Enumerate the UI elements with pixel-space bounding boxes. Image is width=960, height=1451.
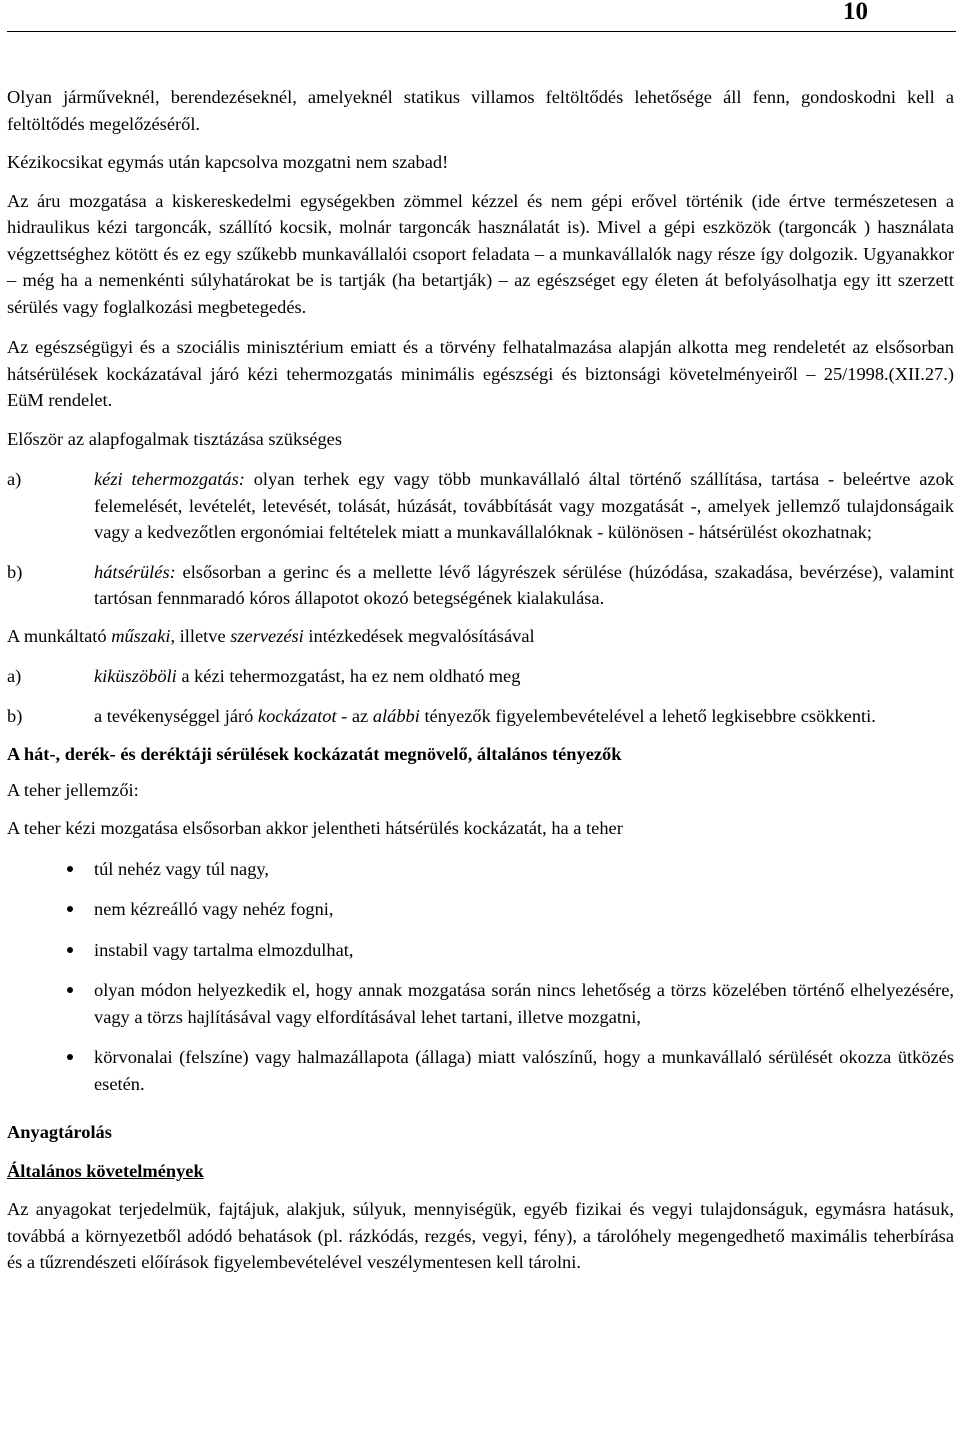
text-run-italic: alábbi (372, 705, 420, 726)
text-run-italic: szervezési (230, 625, 304, 646)
definition-term: kézi tehermozgatás: (94, 469, 245, 489)
paragraph-load-characteristics: A teher jellemzői: (7, 779, 139, 800)
list-marker: a) (7, 666, 22, 686)
document-body (7, 84, 954, 1276)
text-run: , illetve (170, 625, 231, 646)
bullet-item (7, 977, 954, 1030)
bullet-icon (67, 937, 87, 964)
paragraph-load-risk: A teher kézi mozgatása elsősorban akkor jelentheti hátsérülés kockázatát, ha a teher (7, 818, 623, 838)
bullet-item (7, 896, 954, 923)
text-run: tényezők figyelembevételével a lehető legkisebbre csökkenti. (419, 705, 876, 726)
paragraph-employer-measures (7, 623, 954, 650)
bullet-text: túl nehéz vagy túl nagy, (94, 858, 269, 879)
paragraph-hand-carts: Kézikocsikat egymás után kapcsolva mozgatni nem szabad! (7, 152, 449, 172)
bullet-icon (67, 977, 87, 1004)
bullet-text: instabil vagy tartalma elmozdulhat, (94, 939, 354, 960)
definition-item (7, 466, 954, 546)
text-run: - az (336, 705, 373, 726)
paragraph-regulation: Az egészségügyi és a szociális minisztérium emiatt és a törvény felhatalmazása alapján alkotta meg rendeletét az elsősorban hátsérülések kockázatával járó kézi tehermozgatás minimális egészségi és biztonsági követelményeiről – 25/1998.(XII.27.) EüM rendelet. (7, 337, 954, 410)
bullet-icon (67, 856, 87, 883)
paragraph-basic-concepts: Először az alapfogalmak tisztázása szükséges (7, 428, 342, 449)
paragraph-storage-requirements: Az anyagokat terjedelmük, fajtájuk, alakjuk, súlyuk, mennyiségük, egyéb fizikai és vegyi tulajdonságuk, egymásra hatásuk, továbbá a környezetből adódó behatások (pl. rázkódás, rezgés, vegyi, fény), a tárolóhely megengedhető maximális teherbírása és a tűzrendészeti előírások figyelembevételével veszélymentesen kell tárolni. (7, 1199, 954, 1272)
bullet-text: nem kézreálló vagy nehéz fogni, (94, 899, 334, 919)
text-run-italic: műszaki (111, 625, 171, 646)
text-run-italic: kockázatot (257, 705, 337, 726)
list-marker: a) (7, 469, 22, 489)
definition-text: olyan terhek egy vagy több munkavállaló által történő szállítása, tartása - beleértve azok felemelését, levételét, letevését, tolását, húzását, továbbítását vagy mozgatását -, amelyek jellemző tulajdonságaik vagy a kedvezőtlen ergonómiai feltételek miatt a munkavállalóknak - különösen - hátsérülést okozhatnak; (94, 469, 954, 542)
text-run: A munkáltató (7, 625, 112, 646)
text-run: intézkedések megvalósításával (303, 625, 535, 646)
paragraph-static-charge: Olyan járműveknél, berendezéseknél, amelyeknél statikus villamos feltöltődés lehetősége áll fenn, gondoskodni kell a feltöltődés megelőzéséről. (7, 87, 954, 134)
bullet-item (7, 937, 954, 964)
text-run: a kézi tehermozgatást, ha ez nem oldható meg (176, 666, 521, 686)
list-marker: b) (7, 561, 23, 582)
text-run: a tevékenységgel járó (94, 705, 258, 726)
definition-list (7, 466, 954, 612)
measure-item (7, 663, 954, 690)
definition-text: elsősorban a gerinc és a mellette lévő lágyrészek sérülése (húzódása, szakadása, bevérzése), valamint tartósan fennmaradó kóros állapotot okozó betegségének kialakulása. (94, 561, 954, 608)
bullet-icon (67, 896, 87, 923)
paragraph-goods-handling: Az áru mozgatása a kiskereskedelmi egységekben zömmel kézzel és nem gépi erővel történik (ide értve természetesen a hidraulikus kézi targoncák, szállító kocsik, molnár targoncák használatát is). Mivel a gépi eszközök (targoncák ) használata végzettséghez kötött és ez egy szűkebb munkavállalói csoport feladata – a munkavállalók nagy része így dolgozik. Ugyanakkor – még ha a nemenkénti súlyhatárokat be is tartják (ha betartják) – az egészséget egy életen át befolyásolhatja egy itt szerzett sérülés vagy foglalkozási megbetegedés. (7, 190, 954, 317)
measures-list (7, 663, 954, 729)
bullet-text: olyan módon helyezkedik el, hogy annak mozgatása során nincs lehetőség a törzs közelében történő elhelyezésére, vagy a törzs hajlításával vagy elfordításával lehet tartani, illetve mozgatni, (94, 980, 954, 1027)
bullet-item (7, 1044, 954, 1097)
bullet-icon (67, 1044, 87, 1071)
heading-storage: Anyagtárolás (7, 1122, 112, 1142)
bullet-list (7, 856, 954, 1098)
bullet-text: körvonalai (felszíne) vagy halmazállapota (állaga) miatt valószínű, hogy a munkavállaló sérülését okozza ütközés esetén. (94, 1047, 954, 1094)
page-number: 10 (843, 0, 868, 25)
text-run-italic: kiküszöböli (94, 666, 177, 686)
bullet-item (7, 856, 954, 883)
definition-term: hátsérülés: (94, 561, 176, 582)
heading-risk-factors: A hát-, derék- és deréktáji sérülések kockázatát megnövelő, általános tényezők (7, 744, 622, 764)
heading-general-requirements: Általános követelmények (7, 1160, 204, 1181)
measure-item (7, 703, 954, 730)
header-rule (7, 31, 956, 32)
list-marker: b) (7, 705, 23, 726)
definition-item (7, 559, 954, 612)
